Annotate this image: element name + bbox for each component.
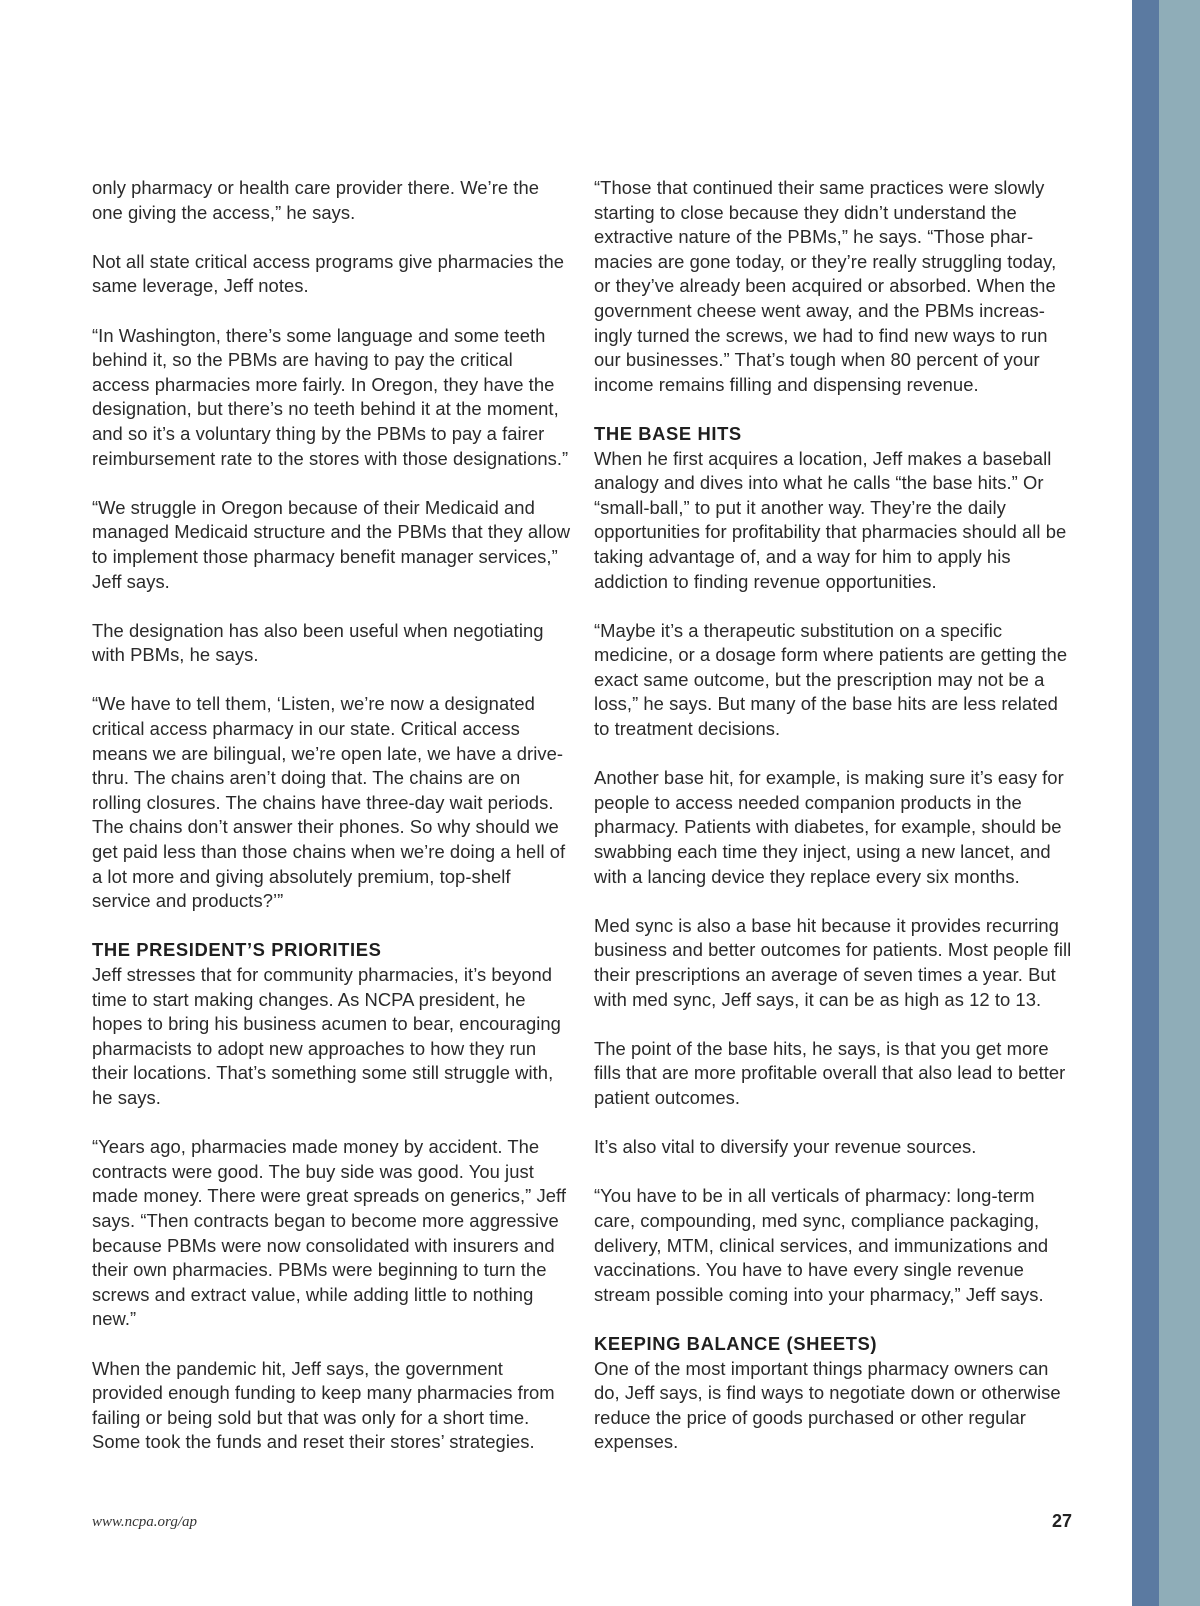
body-paragraph: “We struggle in Oregon because of their Medicaid and managed Medicaid structure and the PBMs that they allow to implement those pharmacy benefit manager services,” Jeff says. — [92, 496, 571, 592]
section-heading: THE BASE HITS — [594, 422, 742, 444]
body-paragraph: “Those that continued their same practices were slowly starting to close because they didn’t understand the extractive nature of the PBMs,” he says. “Those pharmacies are gone today, or they’re really struggling today, or they’ve already been acquired or absorbed. When the government cheese went away, and the PBMs increasingly turned the screws, we had to find new ways to run our businesses.” That’s tough when 80 percent of your income remains filling and dispensing revenue. — [594, 177, 1057, 395]
body-paragraph: “Maybe it’s a therapeutic substitution on a specific medicine, or a dosage form where patients are getting the exact same outcome, but the prescription may not be a loss,” he says. But many of the base hits are less related to treatment decisions. — [594, 619, 1068, 740]
body-paragraph: When he first acquires a location, Jeff makes a baseball analogy and dives into what he calls “the base hits.” Or “small-ball,” to put it another way. They’re the daily opportunities for profitability that pharmacies should all be taking advantage of, and a way for him to apply his addiction to finding revenue opportunities. — [594, 447, 1067, 592]
body-paragraph: The point of the base hits, he says, is that you get more fills that are more profitable overall that also lead to better patient outcomes. — [594, 1037, 1066, 1108]
body-paragraph: “You have to be in all verticals of pharmacy: long-term care, compounding, med sync, compliance packaging, delivery, MTM, clinical services, and immunizations and vaccinations. You have to have every single revenue stream possible coming into your pharmacy,” Jeff says. — [594, 1185, 1049, 1305]
article-column-left — [92, 176, 572, 1479]
body-paragraph: Med sync is also a base hit because it provides recurring business and better outcomes for patients. Most people fill their prescriptions an average of seven times a year. But with med sync, Jeff says, it can be as high as 12 to 13. — [594, 914, 1072, 1010]
body-paragraph: One of the most important things pharmacy owners can do, Jeff says, is find ways to negotiate down or otherwise reduce the price of goods purchased or other regular expenses. — [594, 1357, 1061, 1453]
article-column-right — [594, 176, 1074, 1479]
body-paragraph: The designation has also been useful when negotiating with PBMs, he says. — [92, 619, 544, 666]
side-color-band-dark — [1132, 0, 1159, 1606]
body-paragraph: Another base hit, for example, is making sure it’s easy for people to access needed companion products in the pharmacy. Patients with diabetes, for example, should be swabbing each time they inject, using a new lancet, and with a lancing device they replace every six months. — [594, 767, 1064, 887]
body-paragraph: “Years ago, pharmacies made money by accident. The contracts were good. The buy side was good. You just made money. There were great spreads on generics,” Jeff says. “Then contracts began to become more aggressive because PBMs were now consolidated with insurers and their own pharmacies. PBMs were beginning to turn the screws and extract value, while adding little to nothing new.” — [92, 1136, 566, 1330]
body-paragraph: “We have to tell them, ‘Listen, we’re now a designated critical access pharmacy in our state. Critical access means we are bilingual, we’re open late, we have a drive-thru. The chains aren’t doing that. The chains are on rolling closures. The chains have three-day wait periods. The chains don’t answer their phones. So why should we get paid less than those chains when we’re doing a hell of a lot more and giving absolutely premium, top-shelf service and products?’” — [92, 693, 566, 912]
body-paragraph: Jeff stresses that for community pharmacies, it’s beyond time to start making changes. As NCPA president, he hopes to bring his business acumen to bear, encouraging pharmacists to adopt new approaches to how they run their locations. That’s something some still struggle with, he says. — [92, 964, 561, 1108]
page-number: 27 — [1051, 1511, 1072, 1531]
body-paragraph: “In Washington, there’s some language and some teeth behind it, so the PBMs are having to pay the critical access pharmacies more fairly. In Oregon, they have the designation, but there’s no teeth behind it at the moment, and so it’s a voluntary thing by the PBMs to pay a fairer reimbursement rate to the stores with those designations.” — [92, 324, 569, 469]
body-paragraph: Not all state critical access programs give pharmacies the same leverage, Jeff notes. — [92, 250, 565, 297]
section-heading: KEEPING BALANCE (SHEETS) — [594, 1332, 878, 1354]
body-paragraph: It’s also vital to diversify your revenue sources. — [594, 1136, 977, 1158]
body-paragraph: only pharmacy or health care provider there. We’re the one giving the access,” he says. — [92, 177, 540, 223]
body-paragraph: When the pandemic hit, Jeff says, the government provided enough funding to keep many pharmacies from failing or being sold but that was only for a short time. Some took the funds and reset their stores’ strategies. — [92, 1357, 555, 1453]
section-heading: THE PRESIDENT’S PRIORITIES — [92, 939, 382, 961]
side-color-band-light — [1159, 0, 1200, 1606]
footer-url: www.ncpa.org/ap — [92, 1514, 198, 1530]
